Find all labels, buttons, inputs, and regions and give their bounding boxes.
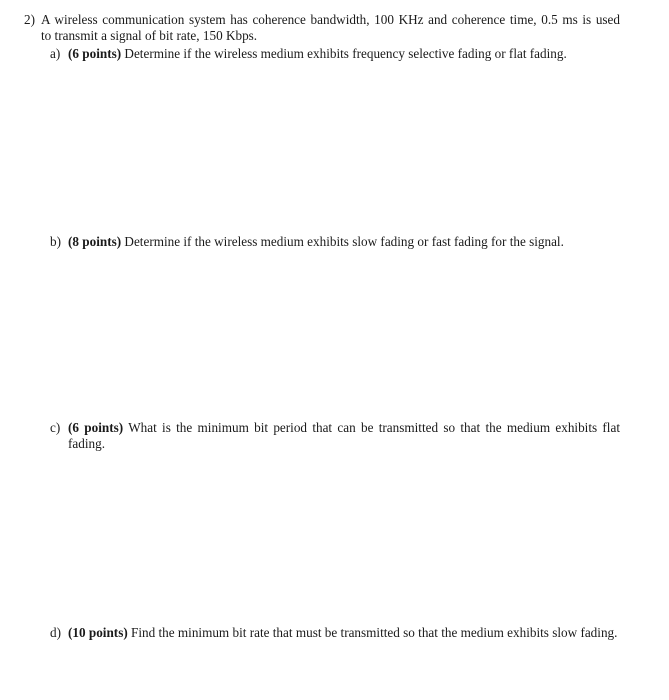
part-a-label: a) xyxy=(50,46,61,61)
part-b-label: b) xyxy=(50,234,61,249)
part-b-question: Determine if the wireless medium exhibits slow fading or fast fading for the signal. xyxy=(124,234,564,249)
part-b-points: (8 points) xyxy=(68,234,122,249)
part-c-label: c) xyxy=(50,420,61,435)
part-c-points: (6 points) xyxy=(68,420,124,435)
problem-number: 2) xyxy=(24,12,35,27)
part-d-question: Find the minimum bit rate that must be transmitted so that the medium exhibits slow fading. xyxy=(131,625,618,640)
problem-stem-line-2: to transmit a signal of bit rate, 150 Kbps. xyxy=(41,28,258,43)
part-d-text xyxy=(68,624,617,641)
part-d-points: (10 points) xyxy=(68,625,128,640)
part-a-points: (6 points) xyxy=(68,46,122,61)
part-c-question-line-2: fading. xyxy=(68,436,105,451)
part-c-question-line-1: What is the minimum bit period that can be transmitted so that the medium exhibits flat xyxy=(128,420,620,435)
part-c-text xyxy=(68,419,620,436)
part-d-label: d) xyxy=(50,625,61,640)
problem-stem-line-1: A wireless communication system has coherence bandwidth, 100 KHz and coherence time, 0.5 ms is used xyxy=(41,12,620,27)
part-a-text xyxy=(68,45,567,62)
part-b-text xyxy=(68,233,564,250)
part-a-question: Determine if the wireless medium exhibits frequency selective fading or flat fading. xyxy=(124,46,567,61)
